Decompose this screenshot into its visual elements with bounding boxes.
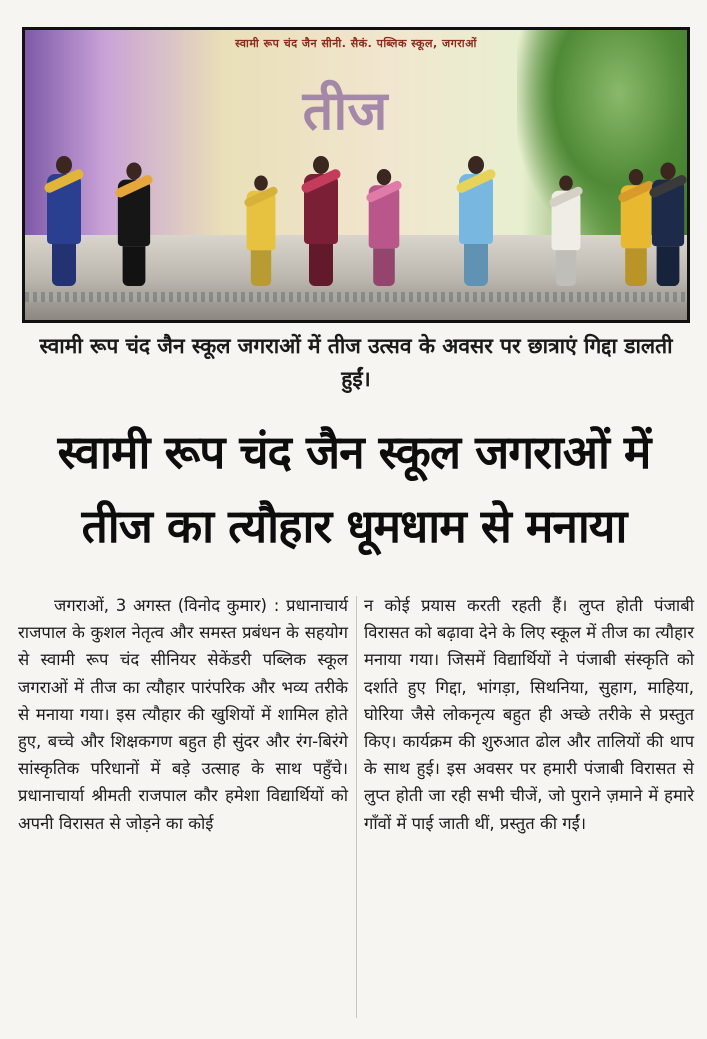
headline-line-1: स्वामी रूप चंद जैन स्कूल जगराओं में	[57, 425, 651, 479]
dancer-figure	[648, 163, 687, 287]
article-body	[18, 592, 694, 1022]
article-paragraph-left: जगराओं, 3 अगस्त (विनोद कुमार) : प्रधानाचार्य राजपाल के कुशल नेतृत्व और समस्त प्रबंधन के सहयोग से स्वामी रूप चंद सीनियर सेकेंडरी पब्लिक स्कूल जगराओं में तीज का त्यौहार पारंपरिक और भव्य तरीके से मनाया गया। इस त्यौहार की खुशियों में शामिल होते हुए, बच्चे और शिक्षकगण बहुत ही सुंदर और रंग-बिरंगे सांस्कृतिक परिधानों में बड़े उत्साह के साथ पहुँचे। प्रधानाचार्या श्रीमती राजपाल कौर हमेशा विद्यार्थियों को अपनी विरासत से जोड़ने का कोई	[18, 596, 348, 833]
photo-caption: स्वामी रूप चंद जैन स्कूल जगराओं में तीज उत्सव के अवसर पर छात्राएं गिद्दा डालती हुईं।	[39, 334, 673, 391]
dancer-figure	[43, 156, 85, 286]
headline-line-2: तीज का त्यौहार धूमधाम से मनाया	[81, 499, 627, 553]
headline	[14, 415, 694, 563]
teej-sign: तीज	[302, 78, 388, 142]
dancer-figure	[455, 156, 497, 286]
dancer-figure	[243, 176, 279, 287]
article-column-right	[364, 592, 694, 1022]
stage-edge	[25, 292, 687, 302]
photo-stage-scene	[25, 30, 687, 320]
article-paragraph-right: न कोई प्रयास करती रहती हैं। लुप्त होती पंजाबी विरासत को बढ़ावा देने के लिए स्कूल में तीज का त्यौहार मनाया गया। जिसमें विद्यार्थियों ने पंजाबी संस्कृति को दर्शाते हुए गिद्दा, भांगड़ा, सिथनिया, सुहाग, माहिया, घोरिया जैसे लोकनृत्य बहुत ही अच्छे तरीके से प्रस्तुत किए। कार्यक्रम की शुरुआत ढोल और तालियों की थाप के साथ हुई। इस अवसर पर हमारी पंजाबी विरासत से लुप्त होती जा रही सभी चीजें, जो पुराने ज़माने में हमारे गाँवों में पाई जाती थीं, प्रस्तुत की गईं।	[364, 596, 694, 833]
dancer-figure	[548, 176, 584, 287]
school-banner-text: स्वामी रूप चंद जैन सीनी. सैकं. पब्लिक स्कूल, जगराओं	[235, 37, 477, 50]
dancer-figure	[365, 169, 403, 286]
column-divider	[356, 596, 357, 1018]
dancer-figure	[300, 156, 342, 286]
news-photo	[22, 27, 690, 323]
dancer-figure	[114, 163, 154, 287]
article-column-left	[18, 592, 348, 1022]
